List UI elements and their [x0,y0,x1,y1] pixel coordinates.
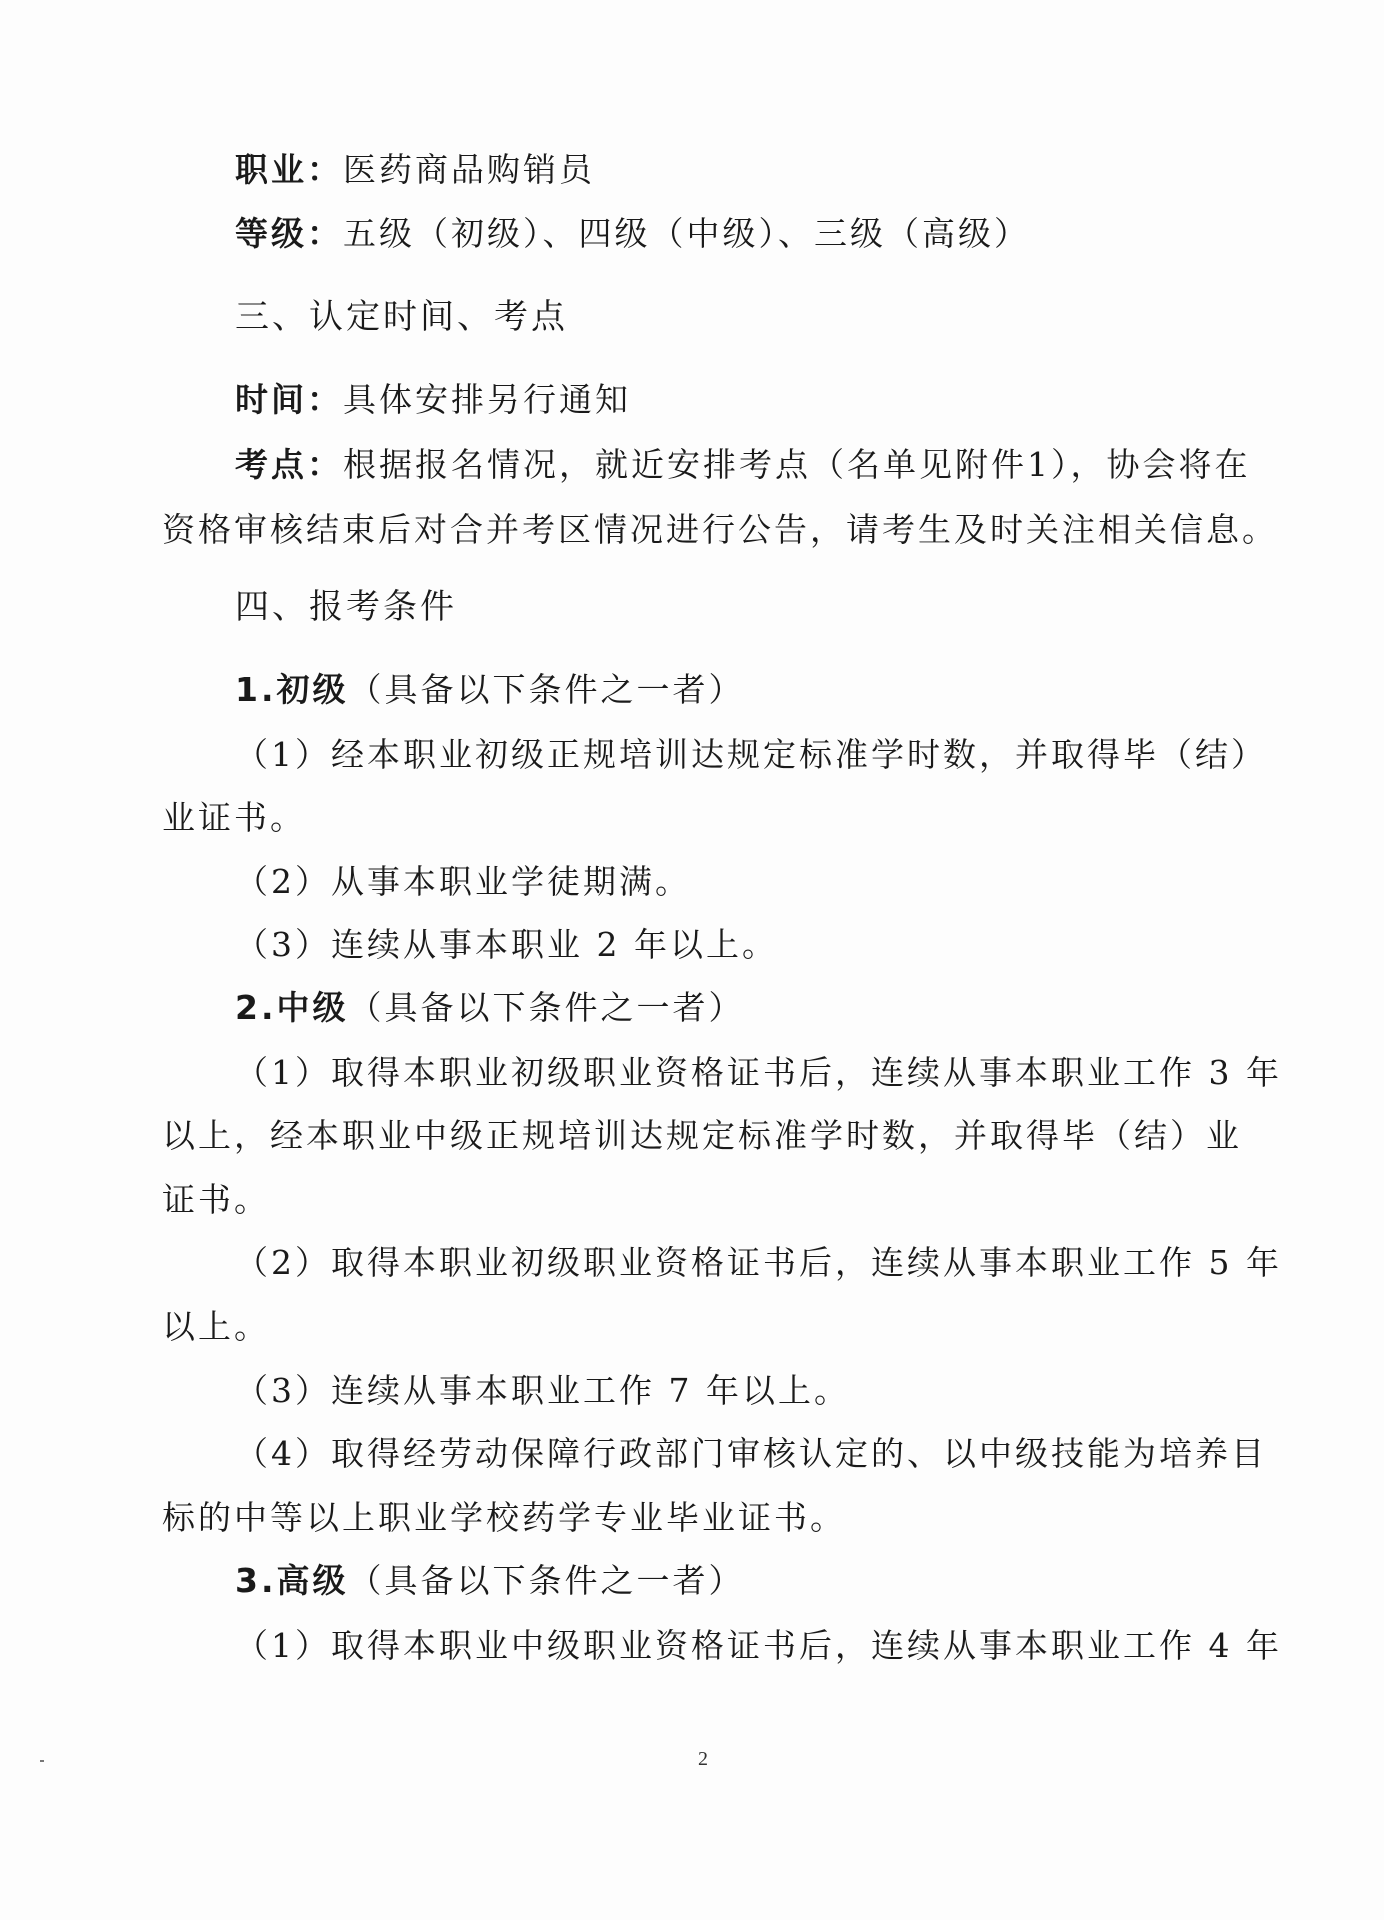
junior-level-label: 1.初级 [235,670,349,709]
junior-level-note: （具备以下条件之一者） [348,670,745,709]
senior-condition-1: （1）取得本职业中级职业资格证书后，连续从事本职业工作 4 年 [235,1626,1282,1665]
level-value: 五级（初级）、四级（中级）、三级（高级） [343,214,1030,253]
occupation-label: 职业： [235,150,343,189]
exam-site-line [235,443,1251,487]
time-value: 具体安排另行通知 [343,380,631,419]
level-line [235,212,1030,256]
scan-speck [40,1760,44,1762]
exam-site-continuation: 资格审核结束后对合并考区情况进行公告，请考生及时关注相关信息。 [162,510,1278,549]
page-number: 2 [698,1748,708,1770]
occupation-line [235,148,595,192]
exam-site-label: 考点： [235,445,343,484]
junior-level-line [235,668,745,712]
level-label: 等级： [235,214,343,253]
senior-level-line [235,1559,745,1603]
intermediate-condition-4: （4）取得经劳动保障行政部门审核认定的、以中级技能为培养目 [235,1434,1267,1473]
intermediate-condition-1: （1）取得本职业初级职业资格证书后，连续从事本职业工作 3 年 [235,1053,1282,1092]
occupation-value: 医药商品购销员 [343,150,595,189]
intermediate-condition-3: （3）连续从事本职业工作 7 年以上。 [235,1371,850,1410]
exam-site-value: 根据报名情况，就近安排考点（名单见附件1），协会将在 [343,445,1251,484]
intermediate-condition-4-cont: 标的中等以上职业学校药学专业毕业证书。 [162,1498,846,1537]
junior-condition-3: （3）连续从事本职业 2 年以上。 [235,925,778,964]
intermediate-level-line [235,986,745,1030]
time-label: 时间： [235,380,343,419]
intermediate-condition-2: （2）取得本职业初级职业资格证书后，连续从事本职业工作 5 年 [235,1243,1282,1282]
section-three-heading: 三、认定时间、考点 [235,297,568,337]
junior-condition-2: （2）从事本职业学徒期满。 [235,862,691,901]
intermediate-condition-2-cont: 以上。 [162,1307,270,1346]
intermediate-condition-1-cont-a: 以上，经本职业中级正规培训达规定标准学时数，并取得毕（结）业 [162,1116,1242,1155]
section-four-heading: 四、报考条件 [235,587,457,627]
intermediate-level-label: 2.中级 [235,988,349,1027]
time-line [235,378,631,422]
junior-condition-1-cont: 业证书。 [162,798,306,837]
intermediate-level-note: （具备以下条件之一者） [348,988,745,1027]
senior-level-note: （具备以下条件之一者） [348,1561,745,1600]
intermediate-condition-1-cont-b: 证书。 [162,1180,270,1219]
junior-condition-1: （1）经本职业初级正规培训达规定标准学时数，并取得毕（结） [235,735,1267,774]
senior-level-label: 3.高级 [235,1561,349,1600]
